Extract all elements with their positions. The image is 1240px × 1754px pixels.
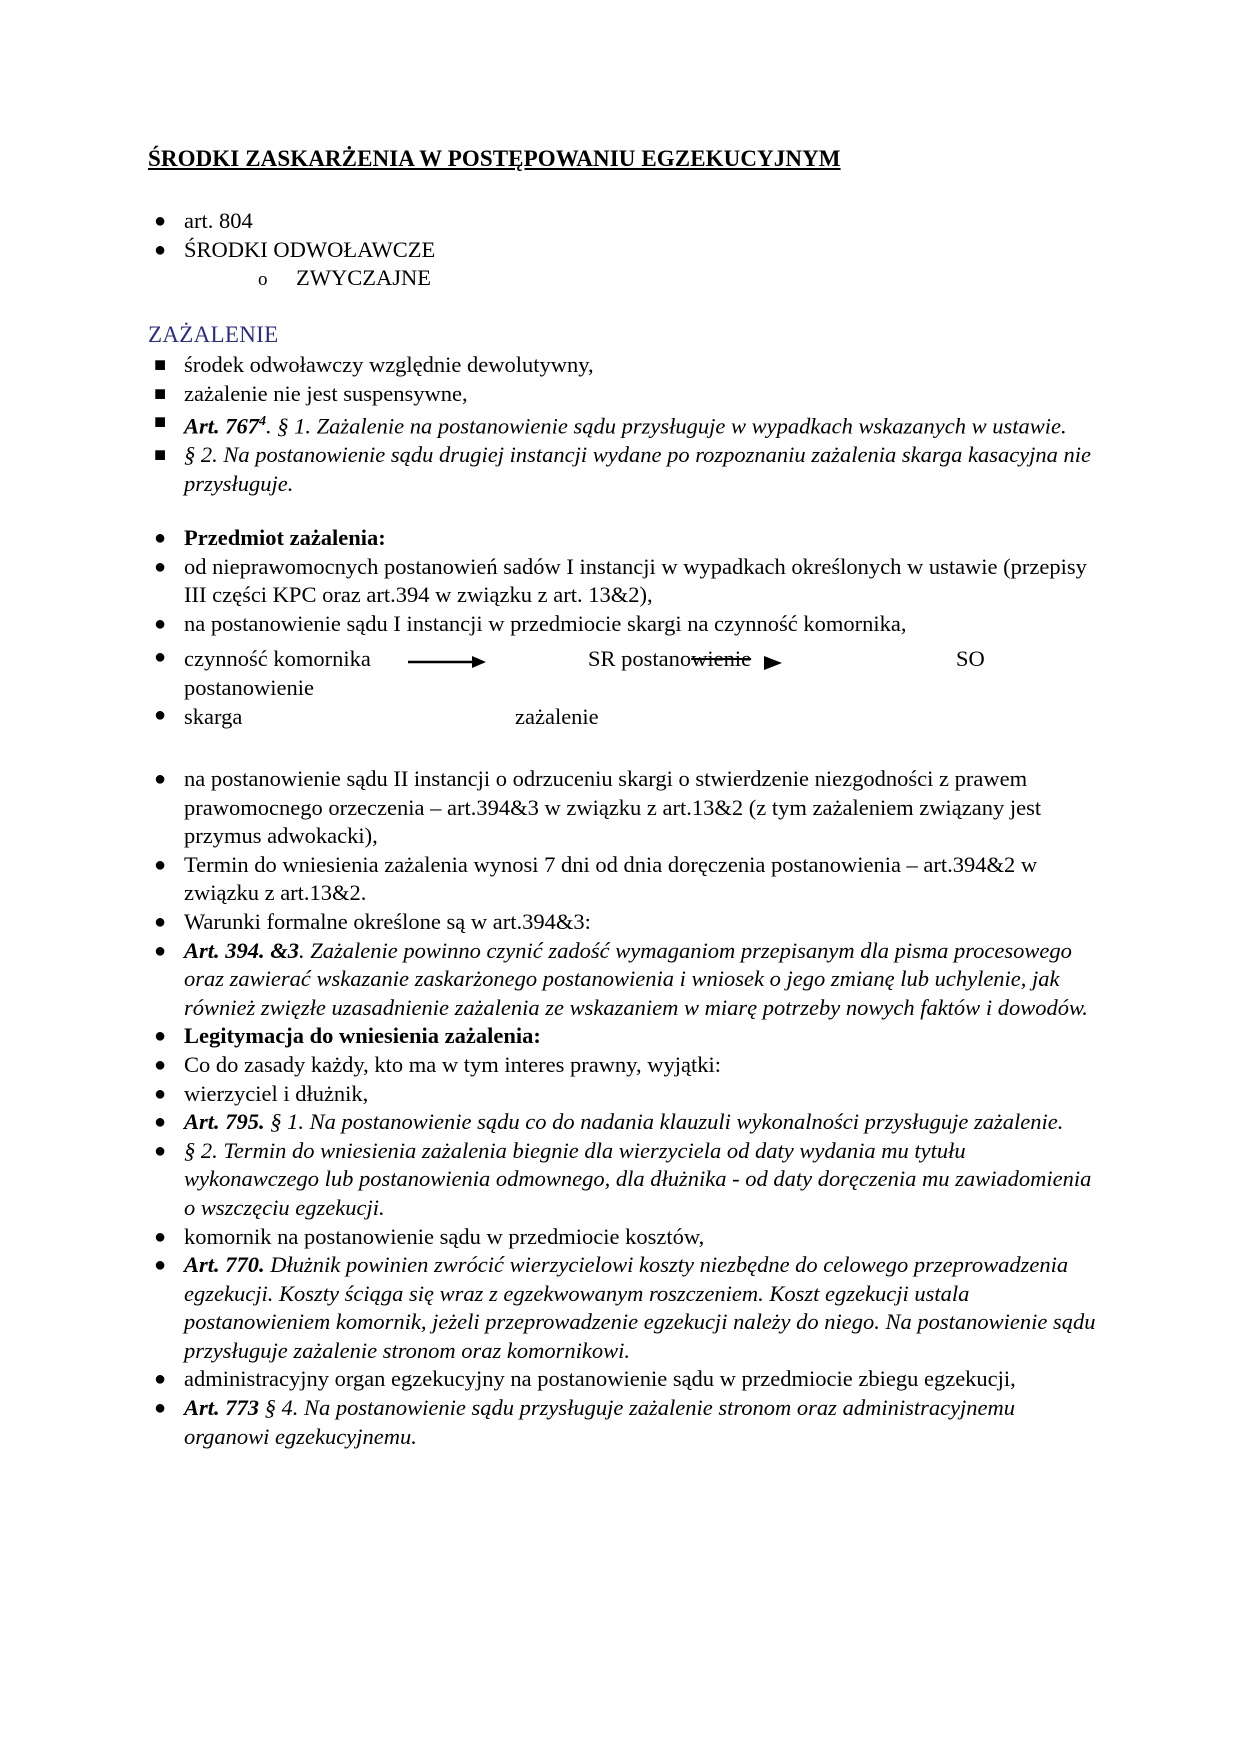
flow-middle: [588, 646, 751, 672]
list-item-text: środek odwoławczy względnie dewolutywny,: [184, 352, 594, 377]
list-item-text: Warunki formalne określone są w art.394&3:: [184, 908, 591, 934]
art394-item: ● Art. 394. &3. Zażalenie powinno czynić zadość wymaganiom przepisanym dla pisma procesowego oraz zawierać wskazanie zaskarżonego postanowienia i wniosek o jego zmianę lub uchylenie, jak również zwięzłe uzasadnienie zażalenia ze wskazaniem w miarę potrzeby nowych faktów i dowodów.: [153, 937, 1088, 1020]
list-item: ● administracyjny organ egzekucyjny na postanowienie sądu w przedmiocie zbiegu egzekucji,: [153, 1366, 1016, 1392]
flow-row2-left: skarga: [184, 704, 243, 729]
list-item: ■ środek odwoławczy względnie dewolutywny,: [153, 352, 594, 377]
list-item: ● art. 804: [153, 208, 253, 233]
arrow-head-icon: [760, 654, 786, 672]
list-item-text: ŚRODKI ODWOŁAWCZE: [184, 236, 436, 262]
flow-left: czynność komornika: [184, 646, 371, 671]
article-label: Art. 394. &3: [184, 937, 300, 963]
list-item-text: art. 804: [184, 208, 253, 233]
list-item-text: komornik na postanowienie sądu w przedmiocie kosztów,: [184, 1223, 705, 1249]
section-heading: ZAŻALENIE: [148, 322, 279, 347]
article-label: Art. 767: [184, 413, 260, 439]
list-item: ● Co do zasady każdy, kto ma w tym interes prawny, wyjątki:: [153, 1051, 721, 1077]
list-item-text: administracyjny organ egzekucyjny na postanowienie sądu w przedmiocie zbiegu egzekucji,: [184, 1366, 1016, 1392]
list-item-text: Termin do wniesienia zażalenia wynosi 7 dni od dnia doręczenia postanowienia – art.394&2 w związku z art.13&2.: [184, 851, 1038, 906]
arrow-right-icon: [406, 652, 488, 672]
article-text: . Zażalenie powinno czynić zadość wymaganiom przepisanym dla pisma procesowego oraz zawierać wskazanie zaskarżonego postanowienia i wniosek o jego zmianę lub uchylenie, jak również zwięzłe uzasadnienie zażalenia ze wskazaniem w miarę potrzeby nowych faktów i dowodów.: [184, 937, 1088, 1020]
flow-row2-mid: zażalenie: [515, 704, 599, 729]
sub-list-item-text: ZWYCZAJNE: [296, 265, 431, 290]
subheading: Przedmiot zażalenia:: [184, 525, 386, 550]
flow-left-cont: postanowienie: [184, 675, 314, 700]
list-item-text: zażalenie nie jest suspensywne,: [184, 380, 468, 406]
article-text: . § 1. Zażalenie na postanowienie sądu przysługuje w wypadkach wskazanych w ustawie.: [266, 413, 1067, 439]
bullet-icon: ●: [153, 704, 167, 726]
list-item-text: Co do zasady każdy, kto ma w tym interes prawny, wyjątki:: [184, 1051, 721, 1077]
list-item: ■ zażalenie nie jest suspensywne,: [153, 380, 468, 406]
list-item: ● na postanowienie sądu II instancji o odrzuceniu skargi o stwierdzenie niezgodności z prawem prawomocnego orzeczenia – art.394&3 w związku z art.13&2 (z tym zażaleniem związany jest przymus adwokacki),: [153, 766, 1042, 849]
circle-bullet-icon: o: [258, 269, 268, 290]
art767-item: ■ Art. $767^4$. § 1. Zażalenie na postanowienie sądu przysługuje w wypadkach wskazanych w ustawie.: [153, 411, 1067, 439]
list-item-text: od nieprawomocnych postanowień sadów I instancji w wypadkach określonych w ustawie (przepisy III części KPC oraz art.394 w związku z art. 13&2),: [184, 553, 1087, 608]
flow-middle-text: SR postano: [588, 646, 692, 671]
intro-list: [0, 207, 1240, 264]
flow-middle-struck: wienie: [691, 646, 752, 671]
art773-item: ● Art. 773 § 4. Na postanowienie sądu przysługuje zażalenie stronom oraz administracyjnemu organowi egzekucyjnemu.: [153, 1395, 1016, 1449]
article-text: § 4. Na postanowienie sądu przysługuje zażalenie stronom oraz administracyjnemu organowi egzekucyjnemu.: [184, 1395, 1016, 1449]
art767-p2-item: ■ § 2. Na postanowienie sądu drugiej instancji wydane po rozpoznaniu zażalenia skarga kasacyjna nie przysługuje.: [153, 442, 1092, 496]
zazalenie-list: [0, 351, 1240, 498]
art770-item: ● Art. 770. Dłużnik powinien zwrócić wierzycielowi koszty niezbędne do celowego przeprowadzenia egzekucji. Koszty ściąga się wraz z egzekwowanym roszczeniem. Koszt egzekucji ustala postanowieniem komornik, jeżeli przeprowadzenie egzekucji należy do niego. Na postanowienie sądu przysługuje zażalenie stronom oraz komornikowi.: [153, 1252, 1096, 1363]
article-label: Art. 770.: [184, 1252, 265, 1278]
list-item: ● Przedmiot zażalenia:: [153, 525, 386, 550]
list-item: ● Termin do wniesienia zażalenia wynosi 7 dni od dnia doręczenia postanowienia – art.394&2 w związku z art.13&2.: [153, 851, 1038, 906]
article-text: § 1. Na postanowienie sądu co do nadania klauzuli wykonalności przysługuje zażalenie.: [264, 1109, 1064, 1135]
list-item: ● od nieprawomocnych postanowień sadów I instancji w wypadkach określonych w ustawie (przepisy III części KPC oraz art.394 w związku z art. 13&2),: [153, 553, 1087, 608]
article-text: § 2. Termin do wniesienia zażalenia biegnie dla wierzyciela od daty wydania mu tytułu wykonawczego lub postanowienia odmownego, dla dłużnika - od daty doręczenia mu zawiadomienia o wszczęciu egzekucji.: [184, 1137, 1092, 1220]
article-superscript: 4: [259, 414, 267, 430]
article-text: § 2. Na postanowienie sądu drugiej instancji wydane po rozpoznaniu zażalenia skarga kasacyjna nie przysługuje.: [184, 442, 1092, 496]
list-item: ● wierzyciel i dłużnik,: [153, 1080, 369, 1106]
sub-list-item: [258, 264, 431, 295]
article-label: Art. 773: [184, 1395, 260, 1421]
art795-p2-item: ● § 2. Termin do wniesienia zażalenia biegnie dla wierzyciela od daty wydania mu tytułu wykonawczego lub postanowienia odmownego, dla dłużnika - od daty doręczenia mu zawiadomienia o wszczęciu egzekucji.: [153, 1137, 1092, 1220]
list-item-text: na postanowienie sądu I instancji w przedmiocie skargi na czynność komornika,: [184, 610, 907, 636]
list-item-text: na postanowienie sądu II instancji o odrzuceniu skargi o stwierdzenie niezgodności z prawem prawomocnego orzeczenia – art.394&3 w związku z art.13&2 (z tym zażaleniem związany jest przymus adwokacki),: [184, 766, 1042, 849]
flow-right: SO: [956, 646, 985, 671]
art795-item: ● Art. 795. § 1. Na postanowienie sądu co do nadania klauzuli wykonalności przysługuje zażalenie.: [153, 1109, 1064, 1135]
article-text: Dłużnik powinien zwrócić wierzycielowi koszty niezbędne do celowego przeprowadzenia egzekucji. Koszty ściąga się wraz z egzekwowanym roszczeniem. Koszt egzekucji ustala postanowieniem komornik, jeżeli przeprowadzenie egzekucji należy do niego. Na postanowienie sądu przysługuje zażalenie stronom oraz komornikowi.: [184, 1252, 1096, 1363]
list-item: ● na postanowienie sądu I instancji w przedmiocie skargi na czynność komornika,: [153, 610, 907, 636]
subheading: Legitymacja do wniesienia zażalenia:: [184, 1023, 541, 1049]
list-item: ● Warunki formalne określone są w art.394&3:: [153, 908, 591, 934]
article-label: Art. 795.: [184, 1109, 265, 1135]
list-item: ● ŚRODKI ODWOŁAWCZE: [153, 236, 436, 262]
bullet-icon: ●: [153, 646, 167, 668]
list-item: ● komornik na postanowienie sądu w przedmiocie kosztów,: [153, 1223, 705, 1249]
main-list: [0, 765, 1240, 1451]
document-title: ŚRODKI ZASKARŻENIA W POSTĘPOWANIU EGZEKUCYJNYM: [148, 146, 841, 171]
przedmiot-list: [0, 524, 1240, 638]
list-item-text: wierzyciel i dłużnik,: [184, 1080, 369, 1106]
list-item: ● Legitymacja do wniesienia zażalenia:: [153, 1023, 541, 1049]
